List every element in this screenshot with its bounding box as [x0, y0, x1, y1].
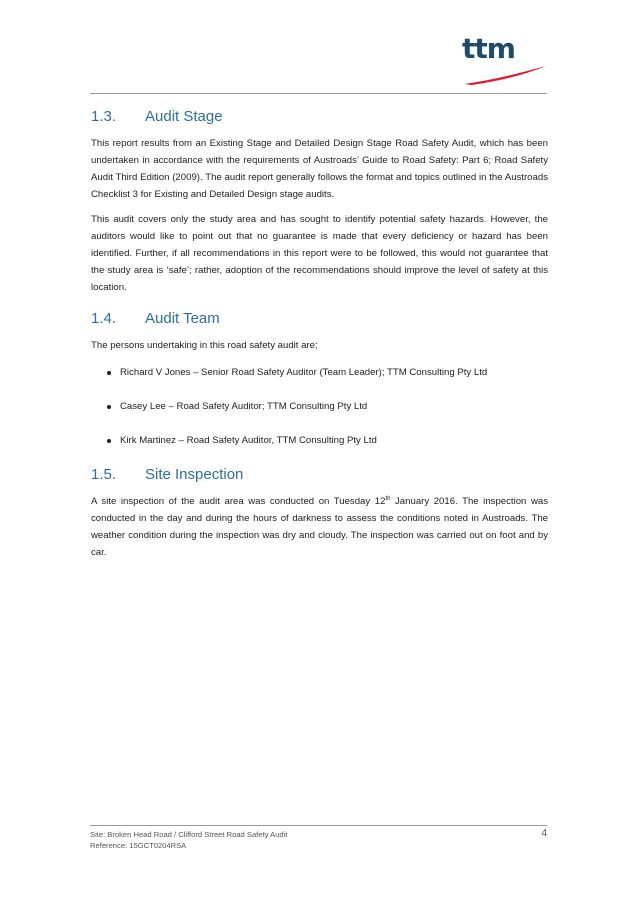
bullet-icon: [107, 371, 111, 375]
ttm-logo: [462, 32, 548, 90]
logo-text: ttm: [462, 32, 515, 65]
list-item: [107, 364, 548, 381]
section-heading-audit-stage: [91, 108, 548, 125]
section-title: Site Inspection: [145, 466, 244, 483]
bullet-icon: [107, 405, 111, 409]
section-heading-site-inspection: [91, 466, 548, 483]
team-member: Kirk Martinez – Road Safety Auditor, TTM Consulting Pty Ltd: [120, 435, 377, 446]
logo-swoosh-icon: [462, 64, 548, 86]
team-member: Casey Lee – Road Safety Auditor; TTM Consulting Pty Ltd: [120, 401, 368, 412]
header-rule: [90, 93, 547, 94]
section-number: 1.4.: [91, 310, 117, 327]
footer: [90, 829, 547, 851]
list-item: [107, 432, 548, 449]
paragraph: The persons undertaking in this road safety audit are;: [91, 340, 318, 351]
section-number: 1.3.: [91, 108, 117, 125]
section-number: 1.5.: [91, 466, 117, 483]
footer-site: Site: Broken Head Road / Clifford Street Road Safety Audit: [90, 830, 288, 839]
list-item: [107, 398, 548, 415]
footer-rule: [90, 825, 547, 826]
page-number: 4: [541, 828, 547, 839]
document-body: [91, 108, 548, 569]
section-title: Audit Team: [145, 310, 220, 327]
footer-reference: Reference: 15GCT0204RSA: [90, 841, 187, 850]
paragraph-text: A site inspection of the audit area was conducted on Tuesday 12: [91, 496, 386, 507]
team-member: Richard V Jones – Senior Road Safety Auditor (Team Leader); TTM Consulting Pty Ltd: [120, 367, 488, 378]
section-title: Audit Stage: [145, 108, 223, 125]
paragraph: [91, 493, 548, 561]
paragraph: This audit covers only the study area and has sought to identify potential safety hazards. However, the auditors would like to point out that no guarantee is made that every deficiency or hazard has been identified. Further, if all recommendations in this report were to be followed, this would not guarantee that the study area is ‘safe’; rather, adoption of the recommendations should improve the level of safety at this location.: [91, 214, 548, 293]
paragraph-text: January 2016. The inspection was conducted in the day and during the hours of darkness to assess the conditions noted in Austroads. The weather condition during the inspection was dry and cloudy. The inspection was carried out on foot and by car.: [91, 496, 549, 558]
paragraph: This report results from an Existing Stage and Detailed Design Stage Road Safety Audit, which has been undertaken in accordance with the requirements of Austroads’ Guide to Road Safety: Part 6; Road Safety Audit Third Edition (2009). The audit report generally follows the format and topics outlined in the Austroads Checklist 3 for Existing and Detailed Design stage audits.: [91, 138, 548, 200]
section-heading-audit-team: [91, 310, 548, 327]
superscript: th: [385, 495, 391, 502]
bullet-icon: [107, 439, 111, 443]
team-list: [107, 364, 548, 449]
